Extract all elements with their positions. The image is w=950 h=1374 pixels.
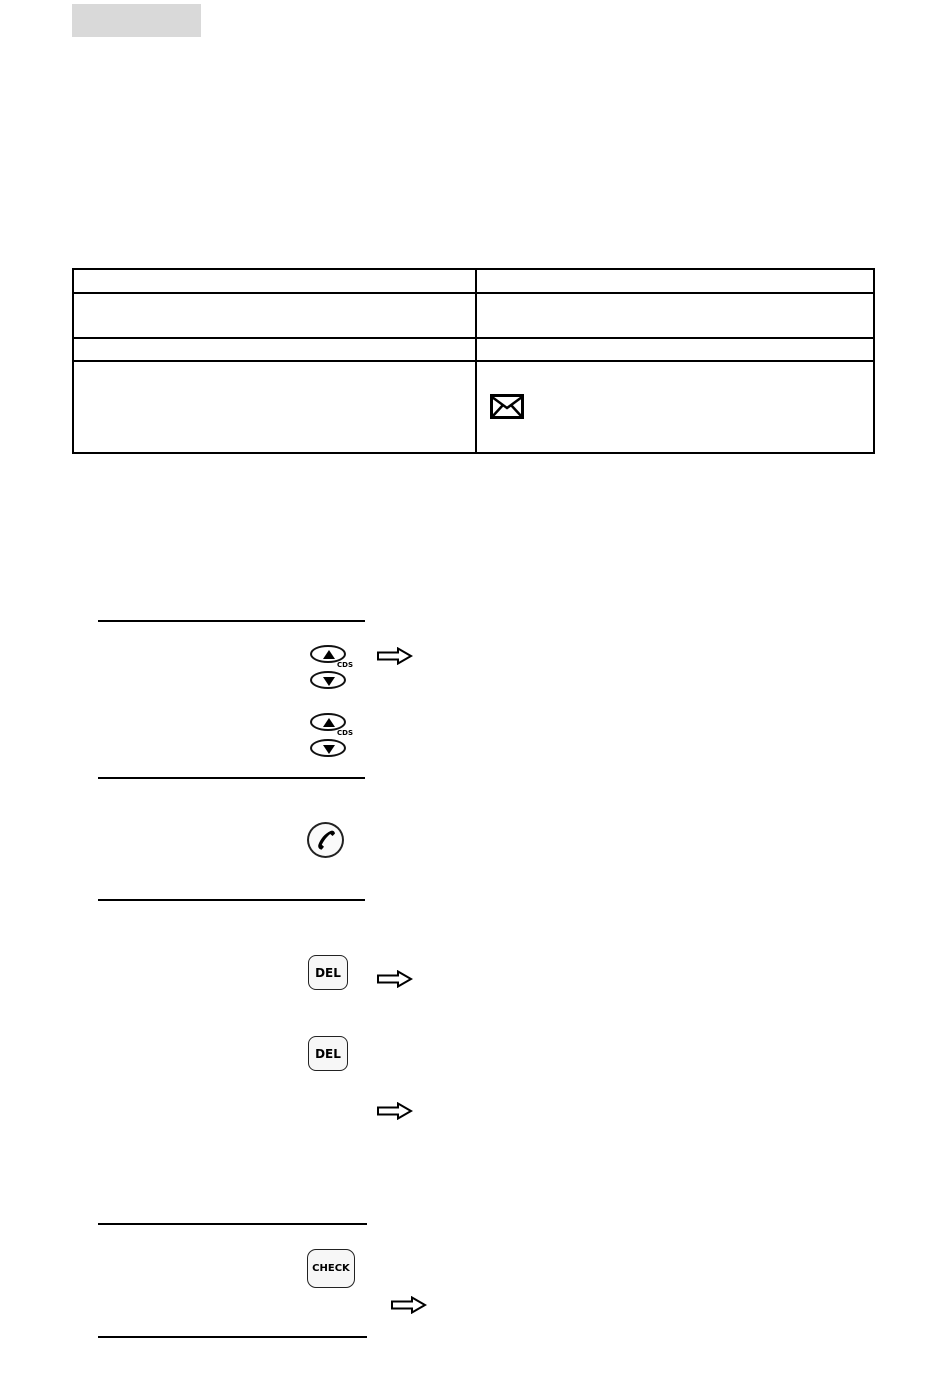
table-row (73, 361, 874, 453)
del-button-label: DEL (315, 1046, 341, 1061)
section-divider (98, 899, 365, 901)
hollow-right-arrow-icon (390, 1296, 428, 1314)
section-divider (98, 1223, 367, 1225)
table-row (73, 293, 874, 338)
del-button[interactable] (308, 955, 348, 990)
info-table (72, 268, 875, 454)
table-cell (73, 338, 476, 361)
cds-label: CDS (337, 661, 353, 669)
phone-handset-icon (309, 824, 342, 856)
section-divider (98, 620, 365, 622)
down-triangle-icon (323, 745, 335, 754)
table-cell (476, 293, 874, 338)
down-button[interactable] (310, 739, 346, 757)
del-button[interactable] (308, 1036, 348, 1071)
up-triangle-icon (323, 718, 335, 727)
hollow-right-arrow-icon (376, 647, 414, 665)
section-divider (98, 1336, 367, 1338)
section-divider (98, 777, 365, 779)
table-cell (73, 361, 476, 453)
down-triangle-icon (323, 677, 335, 686)
talk-button[interactable] (307, 822, 344, 858)
hollow-right-arrow-icon (376, 1102, 414, 1120)
check-button[interactable] (307, 1249, 355, 1288)
hollow-right-arrow-icon (376, 970, 414, 988)
down-button[interactable] (310, 671, 346, 689)
table-cell (476, 361, 874, 453)
check-button-label: CHECK (312, 1263, 350, 1274)
envelope-icon (490, 394, 526, 420)
header-tab (72, 4, 201, 37)
up-triangle-icon (323, 650, 335, 659)
cds-label: CDS (337, 729, 353, 737)
table-row (73, 338, 874, 361)
table-cell (73, 293, 476, 338)
table-cell (73, 269, 476, 293)
table-cell (476, 338, 874, 361)
del-button-label: DEL (315, 965, 341, 980)
table-cell (476, 269, 874, 293)
table-row (73, 269, 874, 293)
